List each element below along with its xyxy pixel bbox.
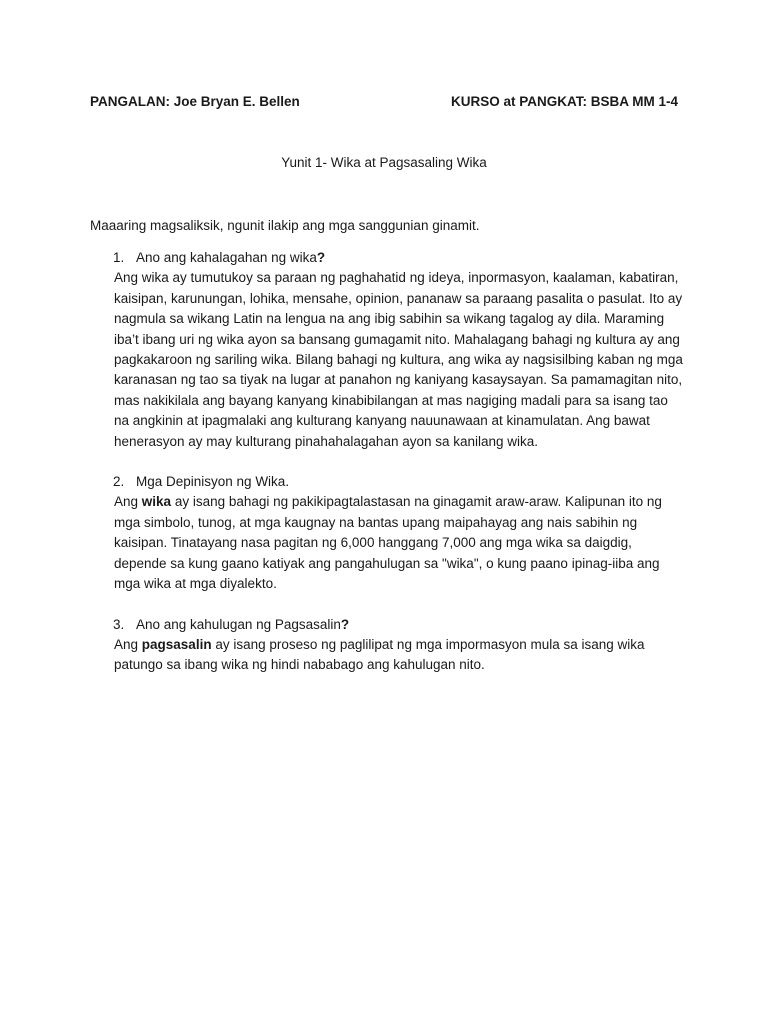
question-heading bbox=[114, 248, 684, 268]
question-item-2 bbox=[114, 472, 684, 594]
course-section: KURSO at PANGKAT: BSBA MM 1-4 bbox=[451, 94, 679, 109]
question-text: Ano ang kahalagahan ng wika bbox=[136, 250, 317, 265]
answer-lead: Ang bbox=[114, 636, 142, 652]
answer-body: ay isang bahagi ng pakikipagtalastasan na ginagamit araw-araw. Kalipunan ito ng mga simbolo, tunog, at mga kaugnay na bantas upang maipahayag ang nais sabihin ng kaisipan. Tinatayang nasa pagitan ng 6,000 hanggang 7,000 ang mga wika sa daigdig, depende sa kung gaano katiyak ang pangahulugan sa "wika", o kung paano ipinag-iiba ang mga wika at mga diyalekto. bbox=[114, 494, 662, 592]
question-number: 1. bbox=[113, 250, 125, 265]
student-name: PANGALAN: Joe Bryan E. Bellen bbox=[90, 94, 300, 109]
question-heading bbox=[114, 615, 684, 635]
answer-keyword: wika bbox=[141, 494, 172, 510]
answer-text bbox=[114, 635, 684, 676]
question-mark: ? bbox=[316, 250, 326, 265]
answer-body: ay isang proseso ng paglilipat ng mga impormasyon mula sa isang wika patungo sa ibang wika ng hindi nababago ang kahulugan nito. bbox=[114, 636, 645, 673]
question-heading bbox=[114, 472, 684, 492]
question-text: Mga Depinisyon ng Wika. bbox=[136, 474, 290, 490]
instruction-text: Maaaring magsaliksik, ngunit ilakip ang mga sanggunian ginamit. bbox=[90, 218, 480, 233]
unit-title: Yunit 1- Wika at Pagsasaling Wika bbox=[281, 155, 487, 170]
answer-text bbox=[114, 492, 684, 594]
question-number: 2. bbox=[113, 474, 125, 490]
question-text: Ano ang kahulugan ng Pagsasalin bbox=[136, 616, 341, 632]
answer-text: Ang wika ay tumutukoy sa paraan ng paghahatid ng ideya, inpormasyon, kaalaman, kabatiran, kaisipan, karunungan, lohika, mensahe, opinion, pananaw sa paraang pasalita o pasulat. Ito ay nagmula sa wikang Latin na lengua na ang ibig sabihin sa wikang tagalog ay dila. Maraming iba’t ibang uri ng wika ayon sa bansang gumagamit nito. Mahalagang bahagi ng kultura ay ang pagkakaroon ng sariling wika. Bilang bahagi ng kultura, ang wika ay nagsisilbing kaban ng mga karanasan ng tao sa tiyak na lugar at panahon ng kaniyang kasaysayan. Sa pamamagitan nito, mas nakikilala ang bayang kanyang kinabibilangan at mas nagiging madali para sa isang tao na angkinin at ipagmalaki ang kulturang kanyang nauunawaan at kinamulatan. Ang bawat henerasyon ay may kulturang pinahahalagahan ayon sa kanilang wika. bbox=[114, 270, 683, 449]
answer-keyword: pagsasalin bbox=[141, 636, 212, 652]
question-mark: ? bbox=[340, 616, 350, 632]
question-item-3 bbox=[114, 615, 684, 676]
answer-lead: Ang bbox=[114, 494, 142, 510]
question-number: 3. bbox=[113, 616, 125, 632]
question-list bbox=[114, 248, 684, 696]
question-item-1 bbox=[114, 248, 684, 452]
